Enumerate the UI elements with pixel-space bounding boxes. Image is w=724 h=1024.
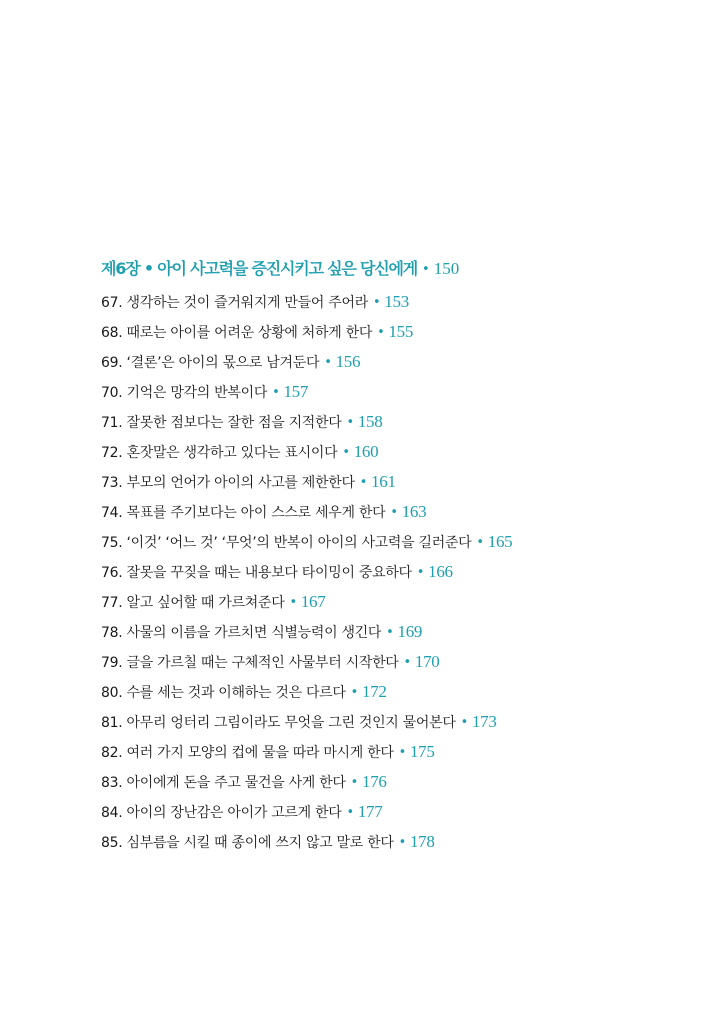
entry-title: 85. 심부름을 시킬 때 종이에 쓰지 않고 말로 한다 (101, 835, 394, 851)
entry-page-number: 169 (397, 622, 423, 641)
entry-title: 68. 때로는 아이를 어려운 상황에 처하게 한다 (101, 325, 373, 341)
toc-entry (101, 497, 701, 527)
entry-title: 75. ‘이것’ ‘어느 것’ ‘무엇’의 반복이 아이의 사고력을 길러준다 (101, 535, 472, 551)
toc-entry (101, 467, 701, 497)
entry-title: 81. 아무리 엉터리 그림이라도 무엇을 그린 것인지 물어본다 (101, 715, 456, 731)
separator-dot: • (359, 475, 368, 490)
toc-entry (101, 617, 701, 647)
entry-page-number: 161 (371, 472, 396, 491)
toc-entry (101, 407, 701, 437)
entry-page-number: 175 (409, 742, 435, 761)
toc-entry (101, 647, 701, 677)
entry-page-number: 163 (401, 502, 427, 521)
entry-title: 72. 혼잣말은 생각하고 있다는 표시이다 (101, 445, 338, 461)
separator-dot: • (324, 355, 332, 370)
separator-dot: • (416, 565, 425, 580)
toc-entry (101, 767, 701, 797)
separator-dot: • (342, 445, 350, 460)
chapter-page-number: 150 (433, 259, 460, 278)
separator-dot: • (346, 415, 354, 430)
entry-page-number: 157 (283, 382, 309, 401)
toc-entry (101, 707, 701, 737)
entry-page-number: 156 (335, 352, 361, 371)
separator-dot: • (386, 625, 394, 640)
toc-entry (101, 827, 701, 857)
chapter-heading (101, 254, 701, 284)
entry-title: 80. 수를 세는 것과 이해하는 것은 다르다 (101, 685, 346, 701)
entry-title: 82. 여러 가지 모양의 컵에 물을 따라 마시게 한다 (101, 745, 394, 761)
toc-entry (101, 557, 701, 587)
entry-page-number: 176 (362, 772, 387, 791)
toc-entry (101, 347, 701, 377)
entry-page-number: 166 (428, 562, 453, 581)
entry-list (101, 287, 701, 857)
toc-entry (101, 287, 701, 317)
entry-title: 79. 글을 가르칠 때는 구체적인 사물부터 시작한다 (101, 655, 399, 671)
separator-dot: • (476, 535, 484, 550)
entry-title: 70. 기억은 망각의 반복이다 (101, 385, 268, 401)
separator-dot: • (350, 685, 359, 700)
separator-dot: • (390, 505, 398, 520)
entry-title: 78. 사물의 이름을 가르치면 식별능력이 생긴다 (101, 625, 382, 641)
entry-title: 69. ‘결론’은 아이의 몫으로 남겨둔다 (101, 355, 320, 371)
toc-entry (101, 377, 701, 407)
entry-page-number: 170 (414, 652, 440, 671)
toc-entry (101, 797, 701, 827)
entry-title: 67. 생각하는 것이 즐거워지게 만들어 주어라 (101, 295, 368, 311)
toc-entry (101, 437, 701, 467)
toc-entry (101, 737, 701, 767)
entry-title: 84. 아이의 장난감은 아이가 고르게 한다 (101, 805, 342, 821)
entry-page-number: 178 (409, 832, 435, 851)
entry-page-number: 153 (384, 292, 409, 311)
entry-page-number: 172 (362, 682, 387, 701)
entry-title: 74. 목표를 주기보다는 아이 스스로 세우게 한다 (101, 505, 386, 521)
chapter-title: 제6장 • 아이 사고력을 증진시키고 싶은 당신에게 (101, 259, 418, 278)
entry-title: 77. 알고 싶어할 때 가르쳐준다 (101, 595, 285, 611)
toc-entry (101, 317, 701, 347)
separator-dot: • (460, 715, 468, 730)
table-of-contents (101, 254, 701, 857)
entry-page-number: 160 (353, 442, 379, 461)
entry-title: 73. 부모의 언어가 아이의 사고를 제한한다 (101, 475, 355, 491)
separator-dot: • (346, 805, 354, 820)
separator-dot: • (377, 325, 385, 340)
separator-dot: • (403, 655, 411, 670)
entry-page-number: 158 (357, 412, 383, 431)
separator-dot: • (398, 745, 406, 760)
toc-entry (101, 677, 701, 707)
separator-dot: • (289, 595, 297, 610)
entry-page-number: 173 (471, 712, 497, 731)
toc-entry (101, 587, 701, 617)
separator-dot: • (422, 262, 430, 277)
toc-entry (101, 527, 701, 557)
entry-title: 83. 아이에게 돈을 주고 물건을 사게 한다 (101, 775, 346, 791)
separator-dot: • (350, 775, 359, 790)
entry-page-number: 165 (487, 532, 513, 551)
entry-title: 71. 잘못한 점보다는 잘한 점을 지적한다 (101, 415, 342, 431)
separator-dot: • (372, 295, 381, 310)
entry-page-number: 155 (388, 322, 414, 341)
entry-title: 76. 잘못을 꾸짖을 때는 내용보다 타이밍이 중요하다 (101, 565, 412, 581)
separator-dot: • (398, 835, 406, 850)
separator-dot: • (272, 385, 280, 400)
entry-page-number: 177 (357, 802, 383, 821)
entry-page-number: 167 (300, 592, 326, 611)
